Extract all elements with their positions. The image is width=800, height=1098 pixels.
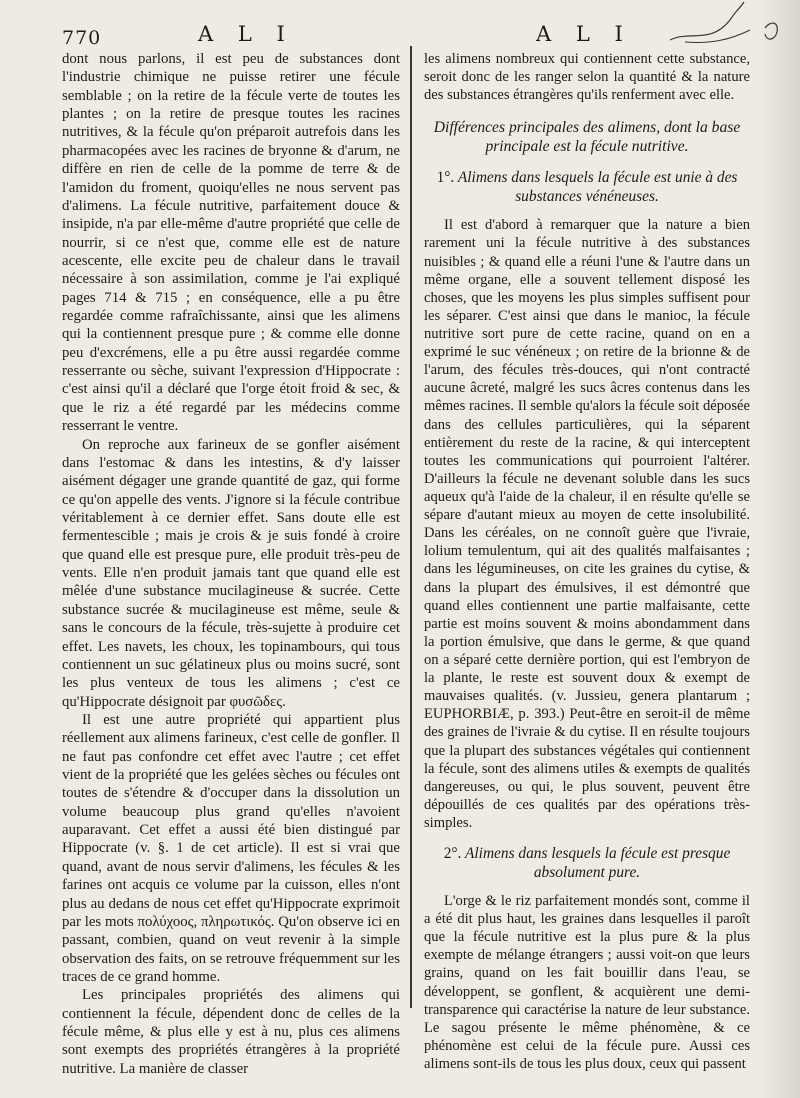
paragraph: Il est d'abord à remarquer que la nature a bien rarement uni la fécule nutritive à des substances nuisibles ; & quand elle a réuni l'une & l'autre dans un même organe, elle a souvent tellement disposé les choses, que les moyens les plus simples suffisent pour les séparer. C'est ainsi que dans le manioc, la fécule nutritive sort pure de cette racine, quand on en a exprimé le suc vénéneux ; on retire de la brionne & de l'arum, des fécules très-douces, qui n'ont contracté aucune âcreté, malgré les sucs âcres contenus dans les mêmes racines. Il semble qu'alors la fécule soit déposée dans des cellules particulières, qui la séparent entièrement du reste de la racine, & qui interceptent toutes les communications qui pourroient l'altérer. D'ailleurs la fécule ne devenant soluble dans les sucs aqueux qu'à l'aide de la chaleur, il en résulte qu'elle se sépare d'autant mieux au moyen de cette insolubilité. Dans les céréales, on ne connoît guère que l'ivraie, lolium temulentum, qui ait des qualités malfaisantes ; dans les légumineuses, on cite les graines du cytise, & dans la plupart des émulsives, il est démontré que quand elles contiennent une partie malfaisante, cette partie est moins souvent & moins abondamment dans la portion émulsive, que dans le germe, & que quand on a séparé cette dernière portion, qui est l'embryon de la plante, le reste est souvent doux & exempt de mauvaises qualités. (v. Jussieu, genera plantarum ; EUPHORBIÆ, p. 393.) Peut-être en seroit-il de même des graines de l'ivraie & du cytise. Il en résulte toujours que la plupart des substances végétales qui contiennent la fécule, sont des alimens utiles & exempts de qualités dangereuses, ou qui, le plus souvent, peuvent être dépouillés de ces qualités par des opérations très-simples. [424,217,750,831]
paragraph: les alimens nombreux qui contiennent cette substance, seroit donc de les ranger selon la quantité & la nature des substances étrangères qu'ils renferment avec elle. [424,51,750,104]
section-heading: Différences principales des alimens, dont la base principale est la fécule nutritive. [433,119,741,156]
subsection-number: 2°. [443,845,462,863]
page-number: 770 [62,27,102,49]
left-column [62,50,400,1078]
paragraph: Il est une autre propriété qui appartient plus réellement aux alimens farineux, c'est celle de gonfler. Il ne faut pas confondre cet effet avec l'autre ; cet effet vient de la propriété que les gelées sèches ou fécules ont toutes de s'étendre & d'occuper dans la dissolution un volume beaucoup plus grand qu'elles n'avoient auparavant. Cet effet a aussi été bien distingué par Hippocrate (v. §. 1 de cet article). Il est si vrai que quand, avant de nous servir d'alimens, les fécules & les farines ont acquis ce volume par la cuisson, elles n'ont plus au dedans de nous cet effet qu'Hippocrate exprimoit par les mots πολύχοος, πληρωτικός. Qu'on observe ici en passant, combien, quand on veut revenir à la simple observation des faits, on se retrouve fréquemment sur les traces de ce grand homme. [62,711,400,985]
right-column [424,50,750,1073]
running-head-right: A L I [536,22,632,46]
running-head-left: A L I [198,22,294,46]
subsection-number: 1°. [436,169,455,187]
page-edge-shadow [760,0,800,1098]
subsection-title: Alimens dans lesquels la fécule est presque absolument pure. [464,845,731,882]
paragraph: Les principales propriétés des alimens qui contiennent la fécule, dépendent donc de celles de la fécule même, & plus elle y est à nu, plus ces alimens sont exempts des propriétés étrangères à la propriété nutritive. La manière de classer [62,987,400,1077]
subsection-heading-2 [424,844,750,882]
subsection-heading-1 [424,168,750,206]
paragraph: dont nous parlons, il est peu de substances dont l'industrie chimique ne puisse retirer une fécule semblable ; on la retire de la fécule verte de toutes les plantes ; on la retire de presque toutes les racines nutritives, & la fécule qu'on préparoit autrefois dans les pharmacopées avec les racines de bryonne & d'arum, ne diffère en rien de celle de la pomme de terre & de l'amidon du froment, quoiqu'elles ne nous servent pas d'alimens. La fécule nutritive, parfaitement douce & insipide, n'a par elle-même d'autre propriété que celle de nourrir, si ce n'est que, comme elle est de nature acescente, elle excite peu de chaleur dans le travail nécessaire à son assimilation, comme je l'ai expliqué pages 714 & 715 ; en conséquence, elle a pu être regardée comme rafraîchissante, ainsi que les alimens qui la contiennent presque pure ; & comme elle donne peu d'excrémens, elle a pu être aussi regardée comme resserrante ou sèche, suivant l'expression d'Hippocrate : c'est ainsi qu'il a déclaré que l'orge étoit froid & sec, & que le riz a été regardé par les médecins comme resserrant le ventre. [62,51,400,435]
paragraph: L'orge & le riz parfaitement mondés sont, comme il a été dit plus haut, les graines dans lesquelles il paroît que la fécule nutritive est la plus pure & la plus exempte de mélange étrangers ; aussi voit-on que leurs grains, quand on les fait bouillir dans l'eau, se développent, se gonflent, & acquièrent une demi-transparence qui caractérise la nature de leur substance. Le sagou présente le même phénomène, & ce phénomène est celui de la fécule pure. Aussi ces alimens sont-ils de tous les plus doux, ceux qui passent [424,893,750,1073]
column-divider [410,46,412,1008]
paragraph: On reproche aux farineux de se gonfler aisément dans l'estomac & dans les intestins, & d'y laisser aisément dégager une grande quantité de gaz, qui forme ce qu'on appelle des vents. J'ignore si la fécule contribue véritablement à ce dernier effet. Sans doute elle est fermentescible ; mais je crois & je suis fondé à croire que quand elle est presque pure, elle produit très-peu de vents. Elle n'en produit jamais tant que quand elle est mêlée d'une substance mucilagineuse & sucrée. Cette substance sucrée & mucilagineuse est même, seule & sans le concours de la fécule, très-sujette à produire cet effet. Les navets, les choux, les topinambours, qui tous contiennent un suc gélatineux plus ou moins sucré, sont les plus venteux de tous les alimens ; c'est ce qu'Hippocrate désignoit par φυσῶδες. [62,436,400,710]
subsection-title: Alimens dans lesquels la fécule est unie à des substances vénéneuses. [457,169,738,206]
